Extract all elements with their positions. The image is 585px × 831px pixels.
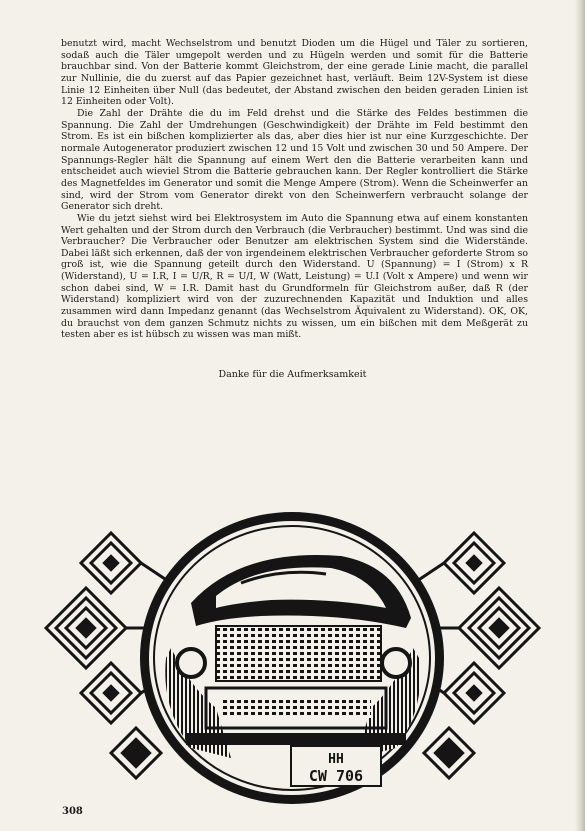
binding-shadow [575, 0, 585, 831]
plate-line-1: HH [328, 752, 344, 767]
paragraph-1: benutzt wird, macht Wechselstrom und benutzt Dioden um die Hügel und Täler zu sortieren, sodaß auch die Täler umgepolt werden und zu Hügeln werden und somit für die Batterie brauchbar sind. Von der Batterie kommt Gleichstrom, der eine gerade Linie macht, die parallel zur Nullinie, die du zuerst auf das Papier gezeichnet hast, verläuft. Beim 12V-System ist diese Linie 12 Einheiten über Null (das bedeutet, der Abstand zwischen den beiden geraden Linien ist 12 Einheiten oder Volt). [61, 38, 528, 108]
license-plate [291, 746, 381, 786]
page-number: 308 [62, 806, 83, 817]
closing-line: Danke für die Aufmerksamkeit [218, 369, 367, 380]
article-body [61, 38, 528, 341]
paragraph-2: Die Zahl der Drähte die du im Feld drehst und die Stärke des Feldes bestimmen die Spannung. Die Zahl der Umdrehungen (Geschwindigkeit) der Drähte im Feld bestimmt den Strom. Es ist ein bißchen komplizierter als das, aber dies hier ist nur eine Kurzgeschichte. Der normale Autogenerator produziert zwischen 12 und 15 Volt und zwischen 30 und 50 Ampere. Der Spannungs-Regler hält die Spannung auf einem Wert den die Batterie verarbeiten kann und entscheidet auch wieviel Strom die Batterie gebrauchen kann. Der Regler kontrolliert die Stärke des Magnetfeldes im Generator und somit die Menge Ampere (Strom). Wenn die Scheinwerfer an sind, wird der Strom vom Generator direkt von den Scheinwerfern verbraucht solange der Generator sich dreht. [61, 107, 528, 213]
plate-line-2: CW 706 [308, 767, 364, 785]
paragraph-3: Wie du jetzt siehst wird bei Elektrosystem im Auto die Spannung etwa auf einem konstanten Wert gehalten und der Strom durch den Verbrauch (die Verbraucher) bestimmt. Und was sind die Verbraucher? Die Verbraucher oder Benutzer am elektrischen System sind die Widerstände. Dabei läßt sich erkennen, daß der von irgendeinem elektrischen Verbraucher geforderte Strom so groß ist, wie die Spannung geteilt durch den Widerstand. U (Spannung) = I (Strom) x R (Widerstand), U = I.R, I = U/R, R = U/I, W (Watt, Leistung) = U.I (Volt x Ampere) und wenn wir schon dabei sind, W = I.R. Damit hast du Grundformeln für Gleichstrom außer, daß R (der Widerstand) kompliziert wird von der zuzurechnenden Kapazität und Induktion und alles zusammen wird dann Impedanz genannt (das Wechselstrom Äquivalent zu Widerstand). OK, OK, du brauchst von dem ganzen Schmutz nichts zu wissen, um ein bißchen mit dem Meßgerät zu testen aber es ist hübsch zu wissen was man mißt. [61, 212, 528, 341]
decorative-car-illustration [41, 508, 544, 810]
